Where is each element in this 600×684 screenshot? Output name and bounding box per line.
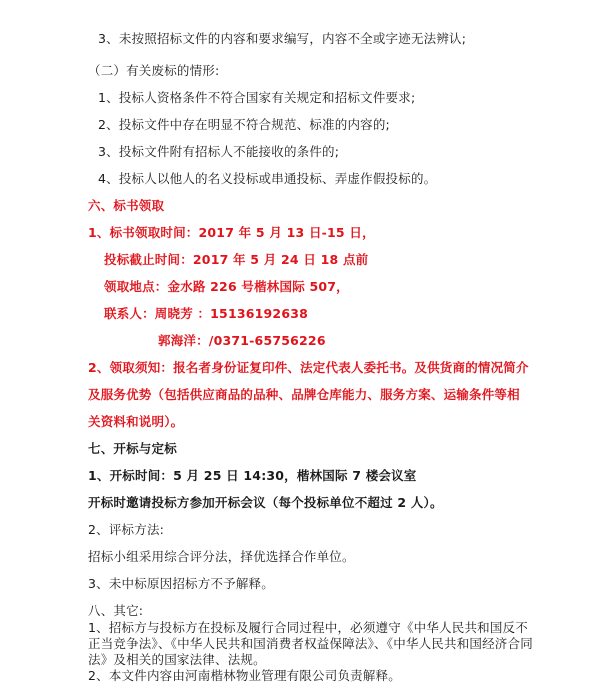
other-clause-1-line-2: 正当竞争法》、《中华人民共和国消费者权益保障法》、《中华人民共和国经济合同 — [88, 636, 533, 651]
no-explanation-clause: 3、未中标原因招标方不予解释。 — [88, 576, 274, 591]
evaluation-method-label: 2、评标方法: — [88, 522, 165, 537]
section-6-heading: 六、标书领取 — [88, 198, 165, 213]
other-clause-2: 2、本文件内容由河南楷林物业管理有限公司负责解释。 — [88, 668, 401, 683]
evaluation-method-text: 招标小组采用综合评分法，择优选择合作单位。 — [88, 549, 355, 564]
contact-person-2: 郭海洋：/0371-65756226 — [158, 333, 326, 348]
other-clause-1-line-1: 1、招标方与投标方在投标及履行合同过程中，必须遵守《中华人民共和国反不 — [88, 620, 528, 635]
collection-notice-line-3: 关资料和说明）。 — [88, 414, 184, 429]
opening-time: 1、开标时间：5 月 25 日 14:30，楷林国际 7 楼会议室 — [88, 468, 417, 483]
clause-3-illegible: 3、未按照招标文件的内容和要求编写，内容不全或字迹无法辨认; — [98, 31, 467, 46]
contact-person-1: 联系人：周晓芳 ：15136192638 — [104, 306, 309, 321]
collection-notice-line-1: 2、领取须知：报名者身份证复印件、法定代表人委托书。及供货商的情况简介 — [88, 360, 529, 375]
subheading-invalid-bid: （二）有关废标的情形: — [88, 63, 220, 78]
collection-location: 领取地点：金水路 226 号楷林国际 507， — [104, 279, 349, 294]
invalid-clause-2: 2、投标文件中存在明显不符合规范、标准的内容的; — [98, 117, 390, 132]
bid-deadline: 投标截止时间：2017 年 5 月 24 日 18 点前 — [104, 252, 369, 267]
invalid-clause-3: 3、投标文件附有招标人不能接收的条件的; — [98, 144, 340, 159]
bid-collection-time: 1、标书领取时间：2017 年 5 月 13 日-15 日， — [88, 225, 375, 240]
invalid-clause-4: 4、投标人以他人的名义投标或串通投标、弄虚作假投标的。 — [98, 171, 437, 186]
section-7-heading: 七、开标与定标 — [88, 441, 177, 456]
opening-invitation: 开标时邀请投标方参加开标会议（每个投标单位不超过 2 人）。 — [88, 495, 443, 510]
other-clause-1-line-3: 法》及相关的国家法律、法规。 — [88, 652, 266, 667]
section-8-heading: 八、其它: — [88, 603, 144, 618]
collection-notice-line-2: 及服务优势（包括供应商品的品种、品牌仓库能力、服务方案、运输条件等相 — [88, 387, 520, 402]
invalid-clause-1: 1、投标人资格条件不符合国家有关规定和招标文件要求; — [98, 90, 416, 105]
